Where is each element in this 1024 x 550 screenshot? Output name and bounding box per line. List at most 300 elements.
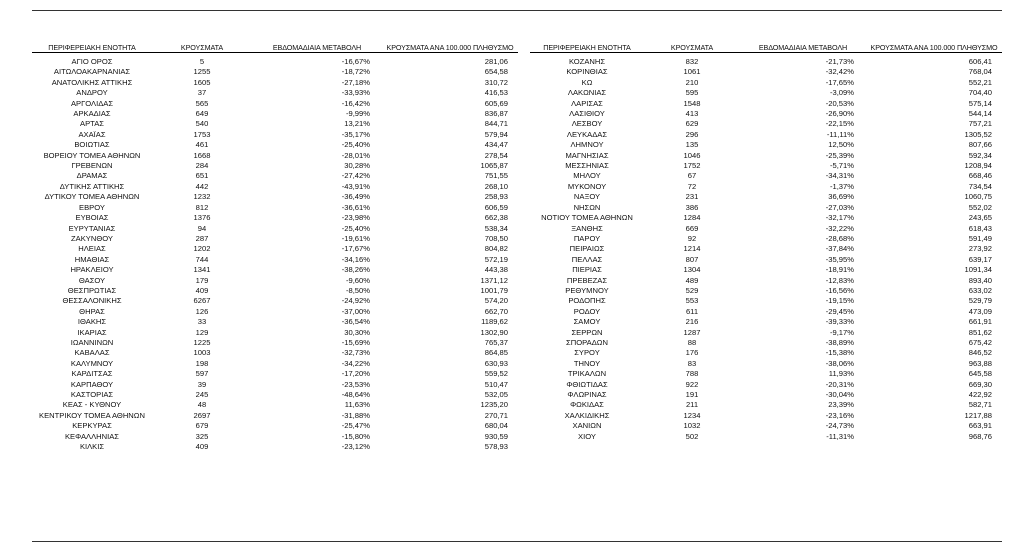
region-cell: ΧΙΟΥ: [578, 431, 596, 441]
per-100k-cell: 633,02: [968, 285, 992, 295]
region-cell: ΗΡΑΚΛΕΙΟΥ: [70, 265, 114, 275]
per-100k-cell: 1217,88: [964, 410, 992, 420]
region-cell: ΡΟΔΟΠΗΣ: [568, 296, 606, 306]
region-cell: ΦΩΚΙΔΑΣ: [570, 400, 604, 410]
region-cell: ΝΗΣΩΝ: [573, 202, 601, 212]
region-cell: ΡΕΘΥΜΝΟΥ: [565, 285, 609, 295]
per-100k-cell: 734,54: [968, 181, 992, 191]
table-row: [32, 400, 518, 410]
table-row: [530, 369, 1002, 379]
table-row: [32, 421, 518, 431]
per-100k-cell: 434,47: [484, 140, 508, 150]
region-cell: ΔΥΤΙΚΟΥ ΤΟΜΕΑ ΑΘΗΝΩΝ: [44, 192, 140, 202]
region-cell: ΜΑΓΝΗΣΙΑΣ: [565, 150, 609, 160]
table-row: [32, 432, 518, 442]
region-cell: ΗΜΑΘΙΑΣ: [74, 254, 110, 264]
per-100k-cell: 243,65: [968, 213, 992, 223]
per-100k-cell: 661,91: [968, 317, 992, 327]
cases-cell: 540: [195, 119, 209, 129]
per-100k-cell: 1235,20: [480, 400, 508, 410]
table-row: [32, 130, 518, 140]
weekly-change-cell: -20,31%: [825, 379, 854, 389]
weekly-change-cell: -32,17%: [825, 213, 854, 223]
weekly-change-cell: -19,61%: [341, 233, 370, 243]
per-100k-cell: 443,38: [484, 265, 508, 275]
weekly-change-cell: -19,15%: [825, 296, 854, 306]
weekly-change-cell: -8,50%: [345, 285, 370, 295]
per-100k-cell: 578,93: [484, 442, 508, 452]
weekly-change-cell: -34,22%: [341, 358, 370, 368]
table-row: [32, 244, 518, 254]
table-row: [32, 328, 518, 338]
per-100k-cell: 708,50: [484, 233, 508, 243]
weekly-change-cell: 11,93%: [828, 369, 854, 379]
region-cell: ΚΑΛΥΜΝΟΥ: [70, 358, 114, 368]
cases-cell: 1752: [683, 161, 701, 171]
per-100k-cell: 968,76: [968, 431, 992, 441]
region-cell: ΛΑΚΩΝΙΑΣ: [567, 88, 607, 98]
table-row: [530, 171, 1002, 181]
region-cell: ΚΟΖΑΝΗΣ: [568, 57, 606, 66]
region-cell: ΛΑΡΙΣΑΣ: [571, 98, 603, 108]
region-cell: ΠΙΕΡΙΑΣ: [572, 265, 602, 275]
cases-cell: 611: [685, 306, 699, 316]
cases-cell: 597: [195, 369, 209, 379]
per-100k-cell: 310,72: [484, 77, 508, 87]
table-row: [530, 151, 1002, 161]
table-row: [530, 88, 1002, 98]
region-cell: ΤΡΙΚΑΛΩΝ: [567, 369, 607, 379]
cases-cell: 1287: [683, 327, 701, 337]
cases-cell: 489: [685, 275, 699, 285]
region-cell: ΣΕΡΡΩΝ: [571, 327, 603, 337]
cases-cell: 409: [195, 285, 209, 295]
cases-cell: 210: [685, 77, 699, 87]
cases-cell: 922: [685, 379, 699, 389]
table-row: [530, 203, 1002, 213]
region-cell: ΑΝΑΤΟΛΙΚΗΣ ΑΤΤΙΚΗΣ: [51, 77, 133, 87]
weekly-change-cell: -28,68%: [825, 233, 854, 243]
per-100k-cell: 1001,79: [480, 285, 508, 295]
cases-cell: 409: [195, 442, 209, 452]
table-row: [32, 411, 518, 421]
per-100k-cell: 851,62: [968, 327, 992, 337]
weekly-change-cell: 12,50%: [828, 140, 854, 150]
header-weekly-change: ΕΒΔΟΜΑΔΙΑΙΑ ΜΕΤΑΒΟΛΗ: [252, 42, 382, 53]
per-100k-cell: 574,20: [484, 296, 508, 306]
weekly-change-cell: -9,17%: [829, 327, 854, 337]
header-row-left: [32, 42, 518, 53]
region-cell: ΗΛΕΙΑΣ: [78, 244, 106, 254]
cases-cell: 788: [685, 369, 699, 379]
cases-cell: 1376: [193, 213, 211, 223]
cases-cell: 135: [685, 140, 699, 150]
region-cell: ΛΑΣΙΘΙΟΥ: [569, 109, 605, 119]
table-row: [530, 213, 1002, 223]
weekly-change-cell: -15,80%: [341, 431, 370, 441]
table-row: [32, 338, 518, 348]
table-row: [530, 119, 1002, 129]
weekly-change-cell: -15,69%: [341, 337, 370, 347]
weekly-change-cell: -35,95%: [825, 254, 854, 264]
cases-cell: 1225: [193, 337, 211, 347]
weekly-change-cell: -48,64%: [341, 390, 370, 399]
weekly-change-cell: -31,88%: [341, 410, 370, 420]
per-100k-cell: 258,93: [484, 192, 508, 202]
cases-cell: 553: [685, 296, 699, 306]
weekly-change-cell: -20,53%: [825, 98, 854, 108]
cases-cell: 651: [195, 171, 209, 181]
cases-cell: 83: [687, 358, 697, 368]
table-row: [32, 307, 518, 317]
region-cell: ΞΑΝΘΗΣ: [571, 223, 603, 233]
cases-cell: 812: [195, 202, 209, 212]
table-row: [32, 99, 518, 109]
per-100k-cell: 675,42: [968, 337, 992, 347]
cases-cell: 832: [685, 57, 699, 66]
table-row: [32, 234, 518, 244]
weekly-change-cell: -34,31%: [825, 171, 854, 181]
weekly-change-cell: -9,60%: [345, 275, 370, 285]
region-cell: ΑΡΚΑΔΙΑΣ: [73, 109, 111, 119]
weekly-change-cell: -39,33%: [825, 317, 854, 327]
table-row: [32, 317, 518, 327]
cases-cell: 1753: [193, 129, 211, 139]
per-100k-cell: 751,55: [484, 171, 508, 181]
table-row: [530, 67, 1002, 77]
weekly-change-cell: 30,28%: [344, 161, 370, 171]
region-cell: ΙΘΑΚΗΣ: [77, 317, 107, 327]
cases-cell: 1232: [193, 192, 211, 202]
table-row: [32, 380, 518, 390]
region-cell: ΜΥΚΟΝΟΥ: [567, 181, 607, 191]
region-cell: ΚΩ: [581, 77, 593, 87]
weekly-change-cell: -25,47%: [341, 421, 370, 431]
table-row: [32, 151, 518, 161]
weekly-change-cell: 23,39%: [828, 400, 854, 410]
cases-table-right: [530, 42, 1002, 442]
per-100k-cell: 844,71: [484, 119, 508, 129]
region-cell: ΧΑΛΚΙΔΙΚΗΣ: [564, 410, 610, 420]
region-cell: ΠΕΙΡΑΙΩΣ: [569, 244, 605, 254]
region-cell: ΡΟΔΟΥ: [573, 306, 601, 316]
table-row: [530, 244, 1002, 254]
cases-cell: 245: [195, 390, 209, 399]
region-cell: ΔΥΤΙΚΗΣ ΑΤΤΙΚΗΣ: [59, 181, 125, 191]
cases-cell: 296: [685, 129, 699, 139]
region-cell: ΣΥΡΟΥ: [574, 348, 600, 358]
table-row: [530, 421, 1002, 431]
region-cell: ΕΥΒΟΙΑΣ: [75, 213, 109, 223]
cases-cell: 1548: [683, 98, 701, 108]
per-100k-cell: 930,59: [484, 431, 508, 441]
region-cell: ΑΓΙΟ ΟΡΟΣ: [71, 57, 113, 66]
weekly-change-cell: -32,42%: [825, 67, 854, 77]
region-cell: ΦΛΩΡΙΝΑΣ: [567, 390, 607, 399]
weekly-change-cell: -17,20%: [341, 369, 370, 379]
cases-cell: 2697: [193, 410, 211, 420]
per-100k-cell: 662,70: [484, 306, 508, 316]
region-cell: ΑΧΑΪΑΣ: [78, 129, 106, 139]
table-row: [32, 192, 518, 202]
weekly-change-cell: -15,38%: [825, 348, 854, 358]
cases-cell: 88: [687, 337, 697, 347]
table-row: [530, 400, 1002, 410]
cases-cell: 198: [195, 358, 209, 368]
per-100k-cell: 559,52: [484, 369, 508, 379]
table-row: [32, 57, 518, 67]
table-row: [530, 140, 1002, 150]
per-100k-cell: 864,85: [484, 348, 508, 358]
region-cell: ΠΡΕΒΕΖΑΣ: [566, 275, 608, 285]
cases-cell: 669: [685, 223, 699, 233]
region-cell: ΣΠΟΡΑΔΩΝ: [566, 337, 608, 347]
cases-cell: 216: [685, 317, 699, 327]
region-cell: ΚΑΡΠΑΘΟΥ: [70, 379, 114, 389]
table-row: [530, 161, 1002, 171]
region-cell: ΓΡΕΒΕΝΩΝ: [71, 161, 113, 171]
table-row: [32, 140, 518, 150]
region-cell: ΙΚΑΡΙΑΣ: [77, 327, 107, 337]
weekly-change-cell: -35,17%: [341, 129, 370, 139]
header-per-100k: ΚΡΟΥΣΜΑΤΑ ΑΝΑ 100.000 ΠΛΗΘΥΣΜΟ: [866, 42, 1002, 53]
region-cell: ΝΟΤΙΟΥ ΤΟΜΕΑ ΑΘΗΝΩΝ: [541, 213, 633, 223]
table-row: [32, 255, 518, 265]
region-cell: ΑΡΓΟΛΙΔΑΣ: [70, 98, 114, 108]
table-row: [530, 109, 1002, 119]
table-row: [32, 203, 518, 213]
cases-cell: 502: [685, 431, 699, 441]
table-row: [530, 182, 1002, 192]
region-cell: ΚΕΑΣ - ΚΥΘΝΟΥ: [62, 400, 122, 410]
weekly-change-cell: 11,63%: [344, 400, 370, 410]
region-cell: ΤΗΝΟΥ: [573, 358, 601, 368]
per-100k-cell: 663,91: [968, 421, 992, 431]
per-100k-cell: 592,34: [968, 150, 992, 160]
table-row: [32, 286, 518, 296]
region-cell: ΣΑΜΟΥ: [573, 317, 601, 327]
region-cell: ΘΕΣΠΡΩΤΙΑΣ: [67, 285, 117, 295]
region-cell: ΚΙΛΚΙΣ: [79, 442, 105, 452]
weekly-change-cell: -16,56%: [825, 285, 854, 295]
per-100k-cell: 572,19: [484, 254, 508, 264]
table-row: [530, 359, 1002, 369]
per-100k-cell: 618,43: [968, 223, 992, 233]
per-100k-cell: 1208,94: [964, 161, 992, 171]
per-100k-cell: 963,88: [968, 358, 992, 368]
per-100k-cell: 1189,62: [481, 317, 508, 327]
per-100k-cell: 606,59: [484, 202, 508, 212]
per-100k-cell: 529,79: [968, 296, 992, 306]
per-100k-cell: 544,14: [968, 109, 992, 119]
weekly-change-cell: -17,67%: [341, 244, 370, 254]
weekly-change-cell: -32,22%: [825, 223, 854, 233]
table-row: [530, 328, 1002, 338]
per-100k-cell: 552,02: [968, 202, 992, 212]
table-row: [530, 234, 1002, 244]
per-100k-cell: 765,37: [484, 337, 508, 347]
per-100k-cell: 630,93: [484, 358, 508, 368]
per-100k-cell: 422,92: [968, 390, 992, 399]
cases-cell: 1032: [683, 421, 701, 431]
region-cell: ΑΡΤΑΣ: [80, 119, 104, 129]
weekly-change-cell: -36,61%: [341, 202, 370, 212]
region-cell: ΘΑΣΟΥ: [78, 275, 106, 285]
cases-cell: 1202: [193, 244, 211, 254]
table-row: [32, 265, 518, 275]
table-row: [530, 348, 1002, 358]
weekly-change-cell: -5,71%: [829, 161, 854, 171]
weekly-change-cell: -22,15%: [825, 119, 854, 129]
header-row-right: [530, 42, 1002, 53]
cases-cell: 126: [195, 306, 209, 316]
per-100k-cell: 273,92: [968, 244, 992, 254]
bottom-rule: [32, 541, 1002, 542]
per-100k-cell: 606,41: [968, 57, 992, 66]
cases-table-left: [32, 42, 518, 452]
header-per-100k: ΚΡΟΥΣΜΑΤΑ ΑΝΑ 100.000 ΠΛΗΘΥΣΜΟ: [382, 42, 518, 53]
cases-cell: 595: [685, 88, 699, 98]
cases-cell: 1003: [193, 348, 211, 358]
weekly-change-cell: -18,72%: [341, 67, 370, 77]
weekly-change-cell: -33,93%: [341, 88, 370, 98]
cases-cell: 529: [685, 285, 699, 295]
cases-cell: 1668: [193, 150, 211, 160]
weekly-change-cell: -1,37%: [829, 181, 854, 191]
weekly-change-cell: -25,40%: [341, 223, 370, 233]
weekly-change-cell: -23,98%: [341, 213, 370, 223]
table-row: [32, 67, 518, 77]
weekly-change-cell: -38,26%: [341, 265, 370, 275]
cases-cell: 179: [195, 275, 209, 285]
cases-cell: 1214: [683, 244, 701, 254]
table-row: [32, 88, 518, 98]
table-row: [32, 224, 518, 234]
cases-cell: 67: [687, 171, 697, 181]
table-row: [32, 109, 518, 119]
weekly-change-cell: -11,11%: [826, 129, 854, 139]
weekly-change-cell: -29,45%: [825, 306, 854, 316]
cases-cell: 629: [685, 119, 699, 129]
region-cell: ΘΕΣΣΑΛΟΝΙΚΗΣ: [62, 296, 122, 306]
table-row: [530, 130, 1002, 140]
cases-cell: 211: [685, 400, 699, 410]
weekly-change-cell: -3,09%: [829, 88, 854, 98]
weekly-change-cell: -30,04%: [825, 390, 854, 399]
weekly-change-cell: -32,73%: [341, 348, 370, 358]
table-row: [530, 99, 1002, 109]
header-region: ΠΕΡΙΦΕΡΕΙΑΚΗ ΕΝΟΤΗΤΑ: [32, 42, 152, 53]
per-100k-cell: 804,82: [484, 244, 508, 254]
table-row: [530, 338, 1002, 348]
cases-cell: 442: [195, 181, 209, 191]
region-cell: ΒΟΙΩΤΙΑΣ: [74, 140, 110, 150]
cases-cell: 37: [197, 88, 207, 98]
region-cell: ΦΘΙΩΤΙΔΑΣ: [566, 379, 608, 389]
weekly-change-cell: -27,42%: [341, 171, 370, 181]
weekly-change-cell: -37,00%: [341, 306, 370, 316]
region-cell: ΛΕΣΒΟΥ: [571, 119, 603, 129]
per-100k-cell: 591,49: [968, 233, 992, 243]
per-100k-cell: 1371,12: [480, 275, 508, 285]
region-cell: ΛΗΜΝΟΥ: [570, 140, 604, 150]
weekly-change-cell: -16,67%: [341, 57, 370, 66]
region-cell: ΑΝΔΡΟΥ: [76, 88, 108, 98]
table-row: [530, 276, 1002, 286]
region-cell: ΔΡΑΜΑΣ: [76, 171, 108, 181]
table-row: [32, 390, 518, 400]
table-row: [32, 119, 518, 129]
cases-cell: 176: [685, 348, 699, 358]
weekly-change-cell: -37,84%: [825, 244, 854, 254]
table-row: [530, 317, 1002, 327]
per-100k-cell: 668,46: [968, 171, 992, 181]
cases-cell: 1304: [683, 265, 701, 275]
table-row: [530, 57, 1002, 67]
header-cases: ΚΡΟΥΣΜΑΤΑ: [644, 42, 740, 53]
weekly-change-cell: -38,06%: [825, 358, 854, 368]
cases-cell: 461: [195, 140, 209, 150]
region-cell: ΠΑΡΟΥ: [573, 233, 601, 243]
per-100k-cell: 1302,90: [480, 327, 508, 337]
cases-cell: 94: [197, 223, 207, 233]
cases-cell: 386: [685, 202, 699, 212]
weekly-change-cell: -12,83%: [825, 275, 854, 285]
cases-cell: 39: [197, 379, 207, 389]
per-100k-cell: 1305,52: [964, 129, 992, 139]
region-cell: ΧΑΝΙΩΝ: [572, 421, 602, 431]
per-100k-cell: 1091,34: [964, 265, 992, 275]
cases-cell: 1255: [193, 67, 211, 77]
region-cell: ΑΙΤΩΛΟΑΚΑΡΝΑΝΙΑΣ: [53, 67, 131, 77]
cases-cell: 5: [199, 57, 205, 66]
cases-cell: 744: [195, 254, 209, 264]
per-100k-cell: 473,09: [968, 306, 992, 316]
per-100k-cell: 532,05: [484, 390, 508, 399]
region-cell: ΠΕΛΛΑΣ: [571, 254, 603, 264]
header-cases: ΚΡΟΥΣΜΑΤΑ: [152, 42, 252, 53]
table-row: [32, 348, 518, 358]
weekly-change-cell: -28,01%: [341, 150, 370, 160]
header-weekly-change: ΕΒΔΟΜΑΔΙΑΙΑ ΜΕΤΑΒΟΛΗ: [740, 42, 866, 53]
per-100k-cell: 281,06: [484, 57, 508, 66]
region-cell: ΚΕΦΑΛΛΗΝΙΑΣ: [64, 431, 120, 441]
per-100k-cell: 552,21: [968, 77, 992, 87]
region-cell: ΚΕΡΚΥΡΑΣ: [72, 421, 112, 431]
per-100k-cell: 704,40: [968, 88, 992, 98]
weekly-change-cell: -25,39%: [825, 150, 854, 160]
weekly-change-cell: -25,40%: [341, 140, 370, 150]
cases-cell: 1341: [193, 265, 211, 275]
weekly-change-cell: -43,91%: [341, 181, 370, 191]
table-row: [32, 171, 518, 181]
per-100k-cell: 278,54: [484, 150, 508, 160]
table-row: [530, 380, 1002, 390]
table-row: [530, 78, 1002, 88]
weekly-change-cell: -24,73%: [825, 421, 854, 431]
per-100k-cell: 270,71: [484, 410, 508, 420]
table-row: [530, 296, 1002, 306]
weekly-change-cell: -24,92%: [341, 296, 370, 306]
table-row: [530, 432, 1002, 442]
region-cell: ΕΥΡΥΤΑΝΙΑΣ: [68, 223, 116, 233]
weekly-change-cell: -9,99%: [345, 109, 370, 119]
table-row: [530, 265, 1002, 275]
cases-cell: 33: [197, 317, 207, 327]
per-100k-cell: 893,40: [968, 275, 992, 285]
table-row: [32, 78, 518, 88]
weekly-change-cell: -27,18%: [341, 77, 370, 87]
